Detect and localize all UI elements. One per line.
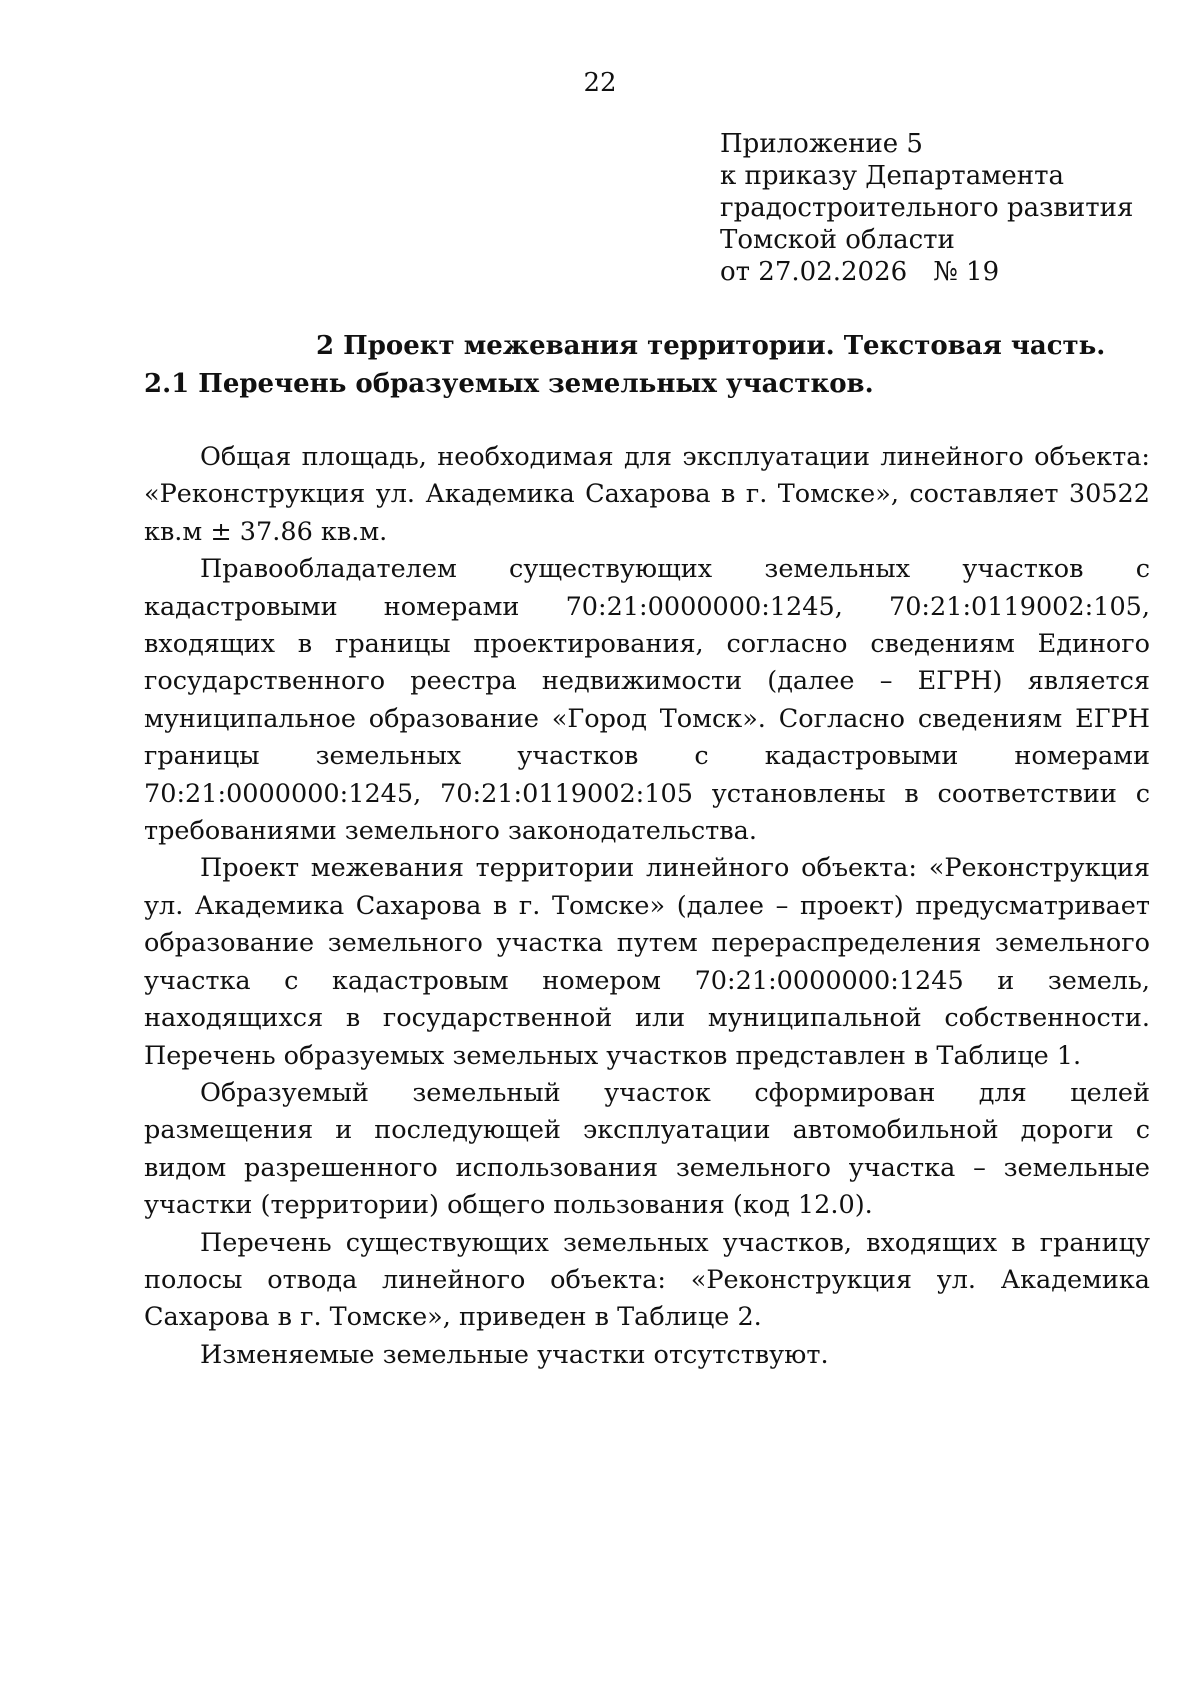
appendix-date-line: [720, 256, 1160, 288]
order-number: № 19: [933, 257, 1000, 287]
section-heading: 2 Проект межевания территории. Текстовая часть.: [316, 331, 1106, 361]
appendix-block: [720, 128, 1160, 288]
page-number: 22: [583, 68, 617, 98]
appendix-order-line: к приказу Департамента: [720, 161, 1065, 191]
appendix-title: Приложение 5: [720, 129, 923, 159]
appendix-department-line: градостроительного развития: [720, 193, 1134, 223]
document-body: [144, 439, 1150, 1374]
order-date: от 27.02.2026: [720, 257, 908, 287]
paragraph-total-area: Общая площадь, необходимая для эксплуатации линейного объекта: «Реконструкция ул. Академика Сахарова в г. Томске», составляет 30522 кв.м ± 37.86 кв.м.: [144, 442, 1150, 547]
paragraph-existing-plots: Перечень существующих земельных участков, входящих в границу полосы отвода линейного объекта: «Реконструкция ул. Академика Сахарова в г. Томске», приведен в Таблице 2.: [144, 1227, 1150, 1333]
subsection-heading: 2.1 Перечень образуемых земельных участков.: [144, 369, 874, 399]
paragraph-project-scope: Проект межевания территории линейного объекта: «Реконструкция ул. Академика Сахарова в г. Томске» (далее – проект) предусматривает образование земельного участка путем перераспределения земельного участка с кадастровым номером 70:21:0000000:1245 и земель, находящихся в государственной или муниципальной собственности. Перечень образуемых земельных участков представлен в Таблице 1.: [144, 853, 1150, 1071]
paragraph-changed-plots: Изменяемые земельные участки отсутствуют.: [200, 1339, 829, 1370]
paragraph-land-purpose: Образуемый земельный участок сформирован для целей размещения и последующей эксплуатации автомобильной дороги с видом разрешенного использования земельного участка – земельные участки (территории) общего пользования (код 12.0).: [144, 1077, 1150, 1221]
appendix-region-line: Томской области: [720, 225, 955, 255]
paragraph-rights-holder: Правообладателем существующих земельных участков с кадастровыми номерами 70:21:0000000:1245, 70:21:0119002:105, входящих в границы проектирования, согласно сведениям Единого государственного реестра недвижимости (далее – ЕГРН) является муниципальное образование «Город Томск». Согласно сведениям ЕГРН границы земельных участков с кадастровыми номерами 70:21:0000000:1245, 70:21:0119002:105 установлены в соответствии с требованиями земельного законодательства.: [144, 554, 1150, 847]
